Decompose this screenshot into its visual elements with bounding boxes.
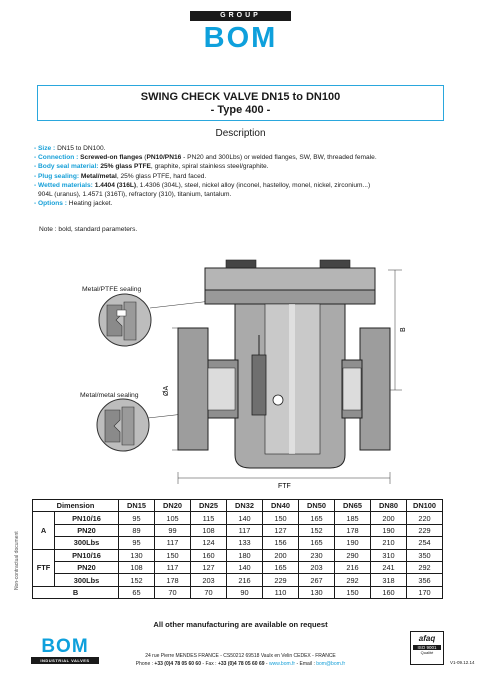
- table-header-row: [33, 500, 443, 512]
- desc-connection: - Connection : Screwed-on flanges (PN10/PN16 - PN20 and 300Lbs) or welded flanges, SW, BW, threaded female.: [34, 154, 377, 162]
- valve-drawing: [60, 250, 420, 490]
- table-header-cell: DN40: [263, 500, 299, 512]
- footer-address-block: [0, 652, 481, 668]
- footer-address: 24 rue Pierre MENDES FRANCE - CS50212 69518 Vaulx en Velin CEDEX - FRANCE: [145, 653, 336, 659]
- side-note: Non-contractual document: [14, 531, 20, 590]
- website-link[interactable]: www.bom.fr: [268, 661, 296, 667]
- cert-name: afaq: [418, 634, 436, 643]
- cert-iso: ISO 9001: [413, 645, 441, 650]
- description-list: [34, 144, 454, 208]
- table-cell: 95: [119, 512, 155, 524]
- table-cell: 70: [191, 586, 227, 598]
- table-cell: 178: [335, 524, 371, 536]
- table-cell: 127: [191, 561, 227, 573]
- table-cell: 210: [371, 537, 407, 549]
- table-cell: 356: [407, 574, 443, 586]
- brand-name: BOM: [203, 22, 278, 54]
- dim-label-a: ØA: [163, 385, 170, 396]
- table-cell: 203: [299, 561, 335, 573]
- table-cell: 70: [155, 586, 191, 598]
- table-cell: 156: [263, 537, 299, 549]
- table-row: [33, 574, 443, 586]
- table-row: [33, 537, 443, 549]
- table-cell: 133: [227, 537, 263, 549]
- table-cell: 95: [119, 537, 155, 549]
- sealing-label-ptfe: Metal/PTFE sealing: [82, 286, 142, 293]
- table-cell: 241: [371, 561, 407, 573]
- table-group-ftf: FTF: [33, 549, 55, 586]
- table-group-a: A: [33, 512, 55, 549]
- table-header-cell: Dimension: [33, 500, 119, 512]
- table-header-cell: DN80: [371, 500, 407, 512]
- table-cell: 105: [155, 512, 191, 524]
- table-row-label: PN10/16: [55, 512, 119, 524]
- table-header-cell: DN32: [227, 500, 263, 512]
- page-title: SWING CHECK VALVE DN15 to DN100: [140, 91, 341, 103]
- email-link[interactable]: bom@bom.fr: [316, 661, 346, 667]
- certification-badge: [410, 631, 444, 665]
- table-cell: 65: [119, 586, 155, 598]
- table-cell: 152: [299, 524, 335, 536]
- table-cell: 178: [155, 574, 191, 586]
- page-subtitle: - Type 400 -: [210, 104, 271, 116]
- table-cell: 229: [407, 524, 443, 536]
- table-cell: 117: [155, 561, 191, 573]
- table-cell: 117: [227, 524, 263, 536]
- table-cell: 229: [263, 574, 299, 586]
- table-cell: 190: [335, 537, 371, 549]
- table-cell: 99: [155, 524, 191, 536]
- footer-note: All other manufacturing are available on request: [153, 620, 328, 629]
- table-cell: 203: [191, 574, 227, 586]
- table-row-label: PN20: [55, 561, 119, 573]
- dimensions-table: [32, 499, 443, 599]
- table-cell: 292: [407, 561, 443, 573]
- table-cell: 190: [371, 524, 407, 536]
- table-cell: 310: [371, 549, 407, 561]
- table-cell: 117: [155, 537, 191, 549]
- table-row: [33, 512, 443, 524]
- table-row-label: PN20: [55, 524, 119, 536]
- brand-subtitle: INDUSTRIAL VALVES: [31, 657, 99, 664]
- table-cell: 185: [335, 512, 371, 524]
- table-cell: 200: [371, 512, 407, 524]
- table-header-cell: DN50: [299, 500, 335, 512]
- table-cell: 150: [335, 586, 371, 598]
- table-cell: 150: [263, 512, 299, 524]
- table-cell: 165: [299, 537, 335, 549]
- desc-plug-sealing: - Plug sealing: Metal/metal, 25% glass PTFE, hard faced.: [34, 172, 207, 180]
- table-cell: 130: [299, 586, 335, 598]
- table-cell: 124: [191, 537, 227, 549]
- table-cell: 290: [335, 549, 371, 561]
- table-cell: 292: [335, 574, 371, 586]
- dim-label-ftf: FTF: [278, 483, 291, 490]
- table-row-label: 300Lbs: [55, 574, 119, 586]
- table-header-cell: DN15: [119, 500, 155, 512]
- valve-body: [235, 304, 345, 468]
- table-cell: 90: [227, 586, 263, 598]
- table-header-cell: DN65: [335, 500, 371, 512]
- table-cell: 180: [227, 549, 263, 561]
- table-header-cell: DN25: [191, 500, 227, 512]
- table-row-label: PN10/16: [55, 549, 119, 561]
- table-cell: 140: [227, 512, 263, 524]
- table-cell: 152: [119, 574, 155, 586]
- desc-wetted-materials: - Wetted materials: 1.4404 (316L), 1.4306 (304L), steel, nickel alloy (inconel, hastelloy, monel, nickel, zirconium...): [34, 181, 371, 189]
- table-cell: 216: [335, 561, 371, 573]
- note-text: Note : bold, standard parameters.: [39, 226, 138, 233]
- table-group-b: B: [33, 586, 119, 598]
- table-row: [33, 524, 443, 536]
- dim-label-b: B: [400, 327, 407, 332]
- table-cell: 130: [119, 549, 155, 561]
- table-cell: 230: [299, 549, 335, 561]
- table-row: [33, 549, 443, 561]
- brand-name-bottom: BOM: [41, 636, 89, 657]
- table-cell: 160: [371, 586, 407, 598]
- desc-options: - Options : Heating jacket.: [34, 200, 113, 208]
- table-cell: 267: [299, 574, 335, 586]
- table-cell: 108: [191, 524, 227, 536]
- table-cell: 127: [263, 524, 299, 536]
- table-cell: 216: [227, 574, 263, 586]
- table-cell: 140: [227, 561, 263, 573]
- table-cell: 165: [263, 561, 299, 573]
- cert-sub: Qualité: [420, 650, 434, 655]
- table-row-label: 300Lbs: [55, 537, 119, 549]
- table-row: [33, 561, 443, 573]
- desc-body-seal: - Body seal material: 25% glass PTFE, graphite, spiral stainless steel/graphite.: [34, 163, 269, 171]
- table-cell: 89: [119, 524, 155, 536]
- table-cell: 254: [407, 537, 443, 549]
- desc-wetted-materials-cont: 904L (uranus), 1.4571 (316Ti), refractory (310), titanium, tantalum.: [38, 191, 232, 199]
- table-cell: 165: [299, 512, 335, 524]
- table-cell: 115: [191, 512, 227, 524]
- table-cell: 318: [371, 574, 407, 586]
- brand-group-label: GROUP: [190, 11, 291, 21]
- table-cell: 170: [407, 586, 443, 598]
- brand-logo-top: [190, 11, 291, 55]
- desc-size: - Size : DN15 to DN100.: [34, 145, 106, 152]
- table-cell: 150: [155, 549, 191, 561]
- title-box: [37, 85, 444, 121]
- version-label: V1-09.12.14: [450, 660, 475, 665]
- table-cell: 200: [263, 549, 299, 561]
- table-row: [33, 586, 443, 598]
- table-cell: 350: [407, 549, 443, 561]
- description-heading: Description: [215, 128, 266, 139]
- table-cell: 110: [263, 586, 299, 598]
- footer-contact: Phone : +33 (0)4 78 05 60 60 - Fax : +33 (0)4 78 05 60 69 - www.bom.fr - Email : bom@bom.fr: [135, 661, 346, 667]
- sealing-label-metal: Metal/metal sealing: [80, 392, 139, 399]
- table-header-cell: DN20: [155, 500, 191, 512]
- table-cell: 160: [191, 549, 227, 561]
- table-header-cell: DN100: [407, 500, 443, 512]
- valve-cover: [205, 260, 375, 304]
- table-cell: 108: [119, 561, 155, 573]
- table-cell: 220: [407, 512, 443, 524]
